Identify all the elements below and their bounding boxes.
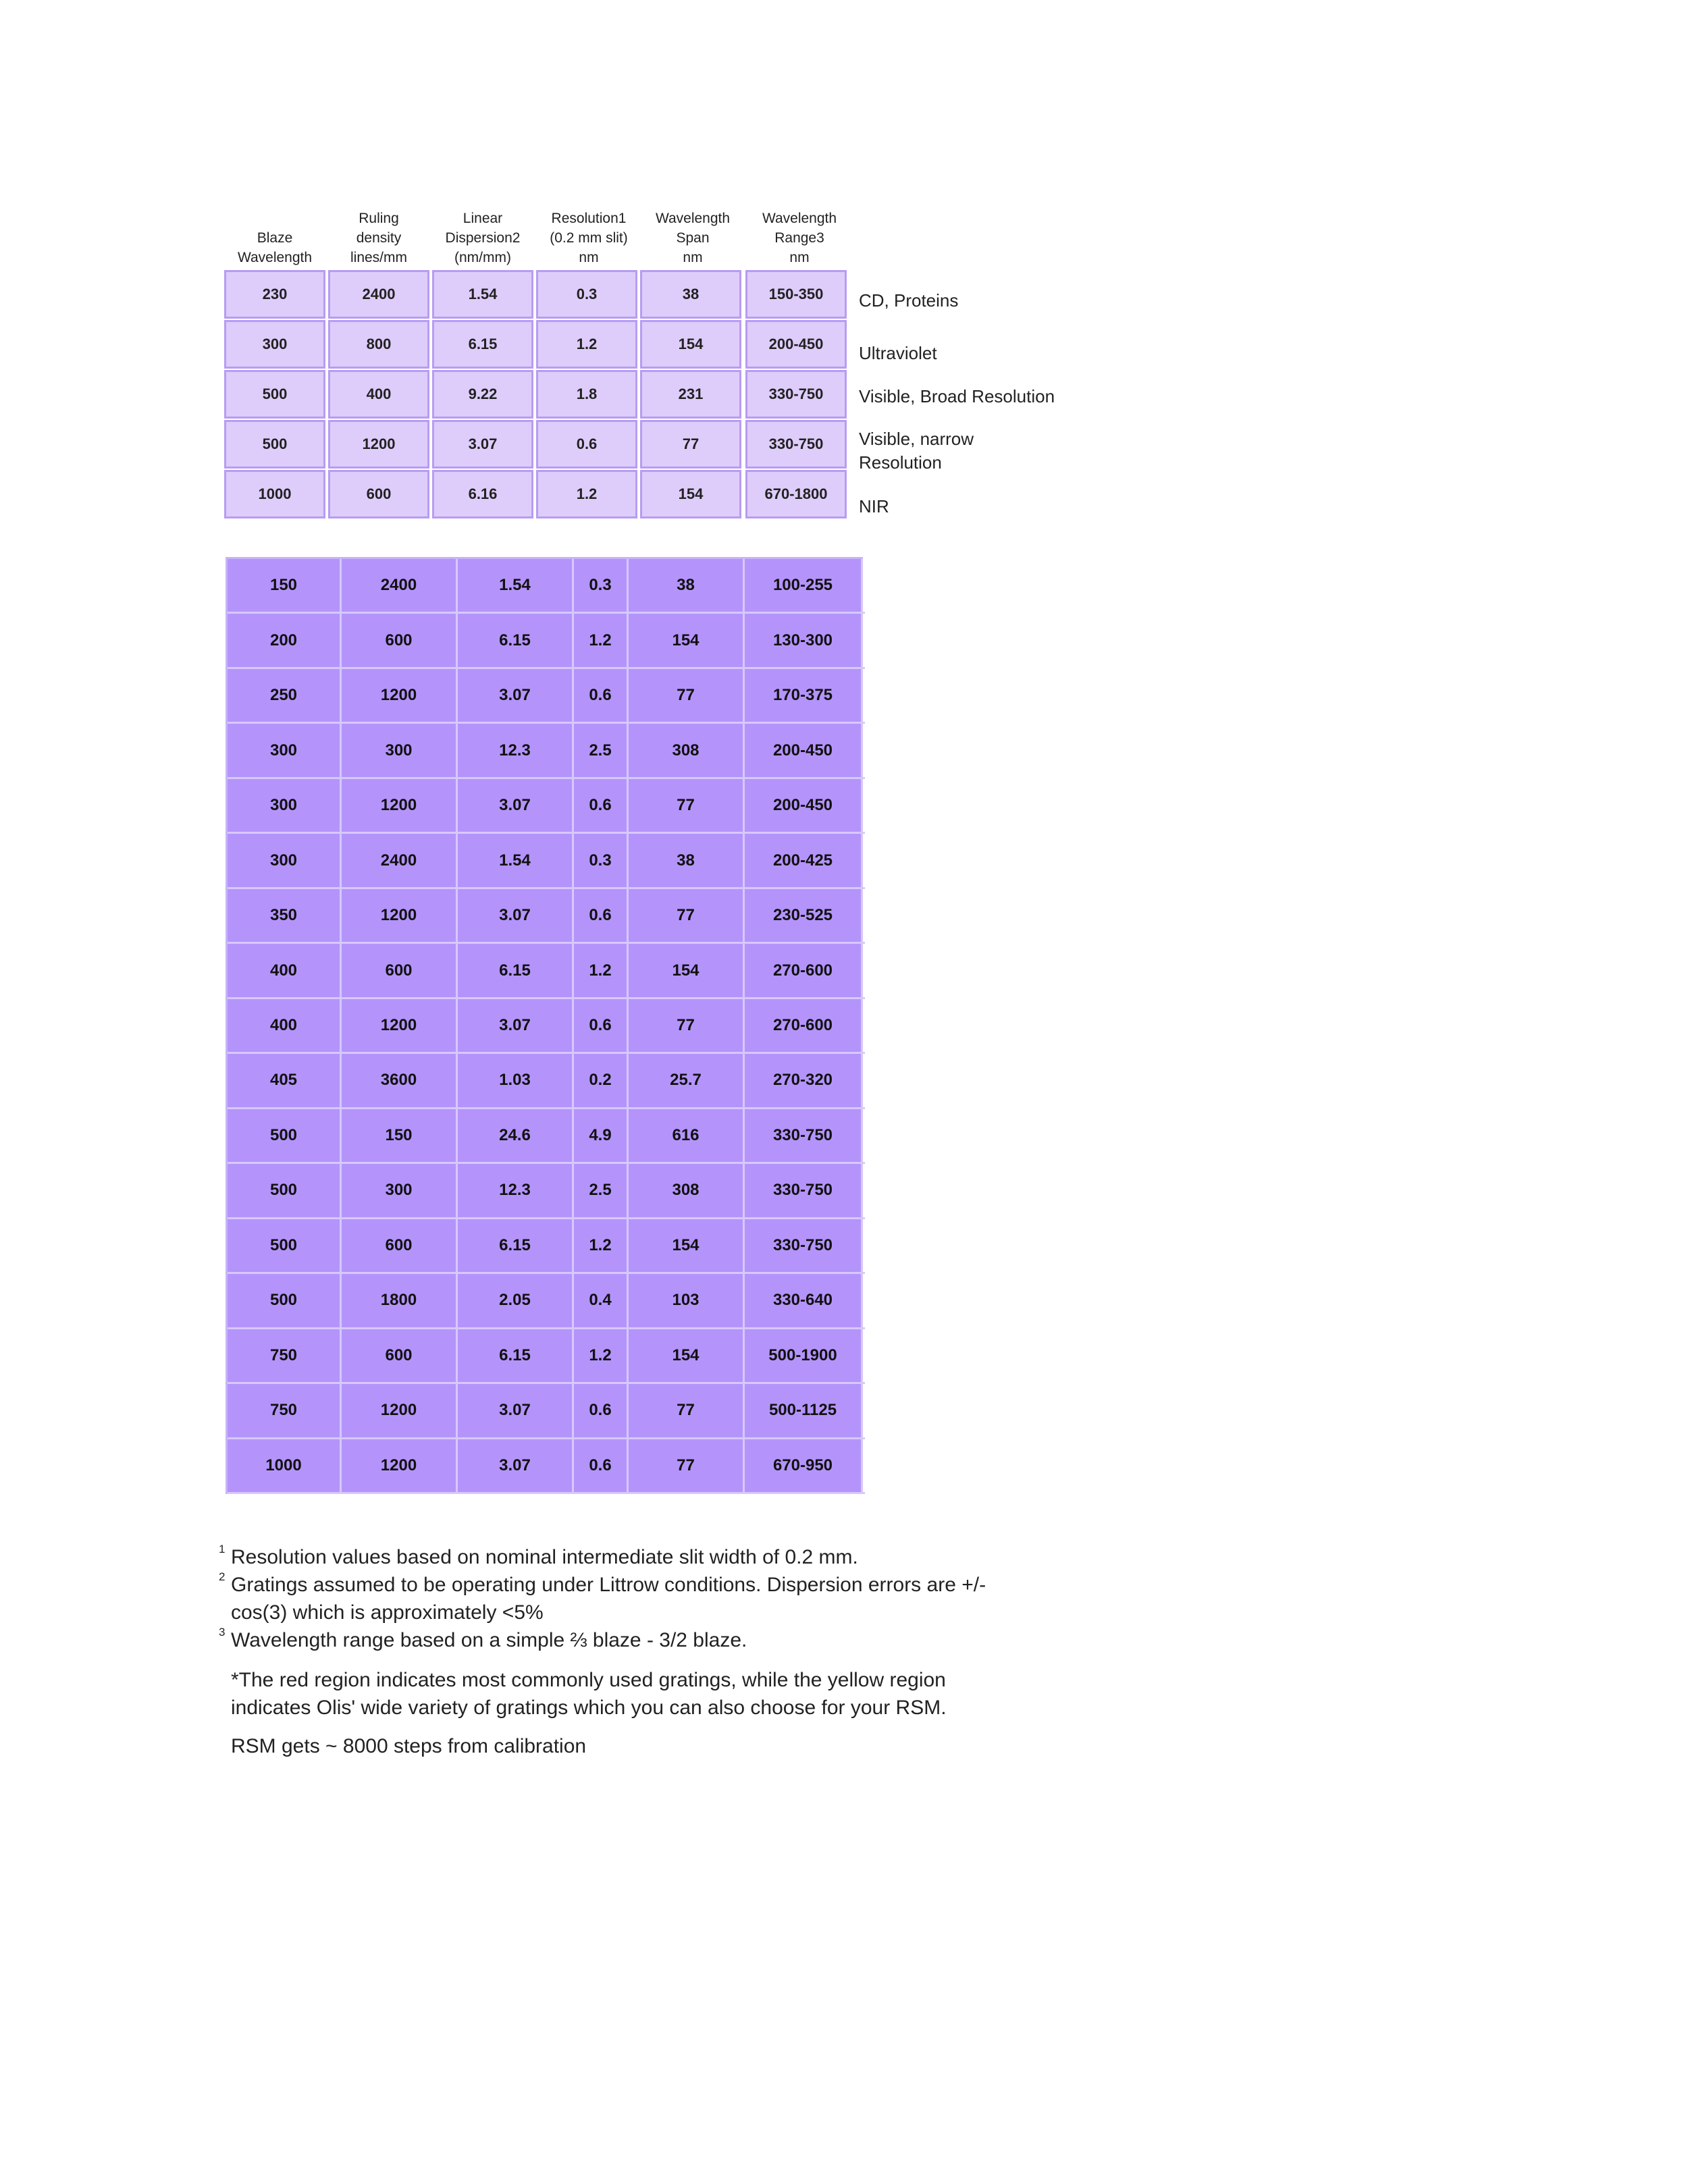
cell-dispersion: 3.07 [458, 1384, 574, 1437]
cell-range: 270-600 [745, 944, 863, 996]
cell-blaze: 300 [224, 320, 325, 369]
cell-blaze: 500 [224, 420, 325, 469]
table-row [228, 1219, 865, 1274]
table-row [228, 889, 865, 944]
cell-ruling: 300 [342, 1164, 458, 1217]
row-description: Ultraviolet [859, 343, 937, 363]
footnote: 3 Wavelength range based on a simple ⅔ blaze - 3/2 blaze. [219, 1626, 747, 1651]
cell-ruling: 3600 [342, 1054, 458, 1107]
cell-ruling: 300 [342, 724, 458, 776]
cell-range: 200-450 [745, 779, 863, 832]
cell-span: 38 [629, 834, 745, 886]
cell-span: 25.7 [629, 1054, 745, 1107]
cell-resolution: 2.5 [574, 724, 629, 776]
table-row [228, 834, 865, 888]
cell-resolution: 1.8 [536, 370, 637, 419]
cell-dispersion: 6.15 [458, 1219, 574, 1272]
cell-ruling: 600 [328, 470, 429, 518]
cell-ruling: 600 [342, 1219, 458, 1272]
cell-blaze: 500 [228, 1219, 342, 1272]
table-row [224, 420, 859, 469]
cell-resolution: 1.2 [574, 944, 629, 996]
cell-dispersion: 1.03 [458, 1054, 574, 1107]
cell-range: 330-750 [745, 370, 847, 419]
cell-blaze: 500 [228, 1109, 342, 1162]
table-row [228, 944, 865, 998]
table-row [228, 1329, 865, 1384]
cell-ruling: 1200 [342, 1384, 458, 1437]
cell-blaze: 200 [228, 614, 342, 666]
table-row [224, 270, 859, 319]
cell-range: 130-300 [745, 614, 863, 666]
notes-section [215, 1543, 998, 1760]
header-wavelength-span: Wavelength Span nm [655, 211, 731, 265]
cell-dispersion: 6.15 [458, 944, 574, 996]
table-row [228, 1054, 865, 1109]
table-row [224, 320, 859, 369]
cell-dispersion: 1.54 [432, 270, 533, 319]
cell-span: 77 [629, 779, 745, 832]
cell-range: 330-750 [745, 420, 847, 469]
cell-resolution: 0.2 [574, 1054, 629, 1107]
cell-span: 77 [629, 889, 745, 942]
cell-resolution: 0.6 [574, 1384, 629, 1437]
cell-ruling: 600 [342, 944, 458, 996]
cell-span: 103 [629, 1274, 745, 1327]
cell-range: 500-1125 [745, 1384, 863, 1437]
cell-dispersion: 9.22 [432, 370, 533, 419]
cell-blaze: 300 [228, 834, 342, 886]
cell-ruling: 600 [342, 1329, 458, 1382]
cell-span: 154 [640, 470, 741, 518]
cell-range: 330-750 [745, 1109, 863, 1162]
cell-span: 308 [629, 724, 745, 776]
cell-dispersion: 1.54 [458, 559, 574, 612]
table-row [228, 999, 865, 1054]
cell-range: 200-425 [745, 834, 863, 886]
row-description: Visible, narrow Resolution [859, 429, 974, 473]
cell-span: 77 [629, 1384, 745, 1437]
cell-resolution: 2.5 [574, 1164, 629, 1217]
cell-range: 670-950 [745, 1439, 863, 1492]
cell-resolution: 0.6 [574, 779, 629, 832]
calibration-note: RSM gets ~ 8000 steps from calibration [231, 1735, 587, 1757]
cell-ruling: 1200 [342, 889, 458, 942]
cell-span: 77 [640, 420, 741, 469]
table-row [228, 669, 865, 724]
cell-blaze: 1000 [224, 470, 325, 518]
cell-dispersion: 3.07 [432, 420, 533, 469]
cell-resolution: 0.6 [536, 420, 637, 469]
cell-range: 150-350 [745, 270, 847, 319]
cell-ruling: 1800 [342, 1274, 458, 1327]
cell-resolution: 1.2 [536, 320, 637, 369]
cell-ruling: 1200 [342, 1439, 458, 1492]
cell-range: 330-640 [745, 1274, 863, 1327]
cell-blaze: 1000 [228, 1439, 342, 1492]
header-linear-dispersion: Linear Dispersion2 (nm/mm) [445, 211, 521, 265]
cell-dispersion: 3.07 [458, 669, 574, 722]
cell-span: 38 [640, 270, 741, 319]
cell-dispersion: 3.07 [458, 889, 574, 942]
cell-resolution: 4.9 [574, 1109, 629, 1162]
cell-blaze: 400 [228, 944, 342, 996]
cell-dispersion: 3.07 [458, 1439, 574, 1492]
cell-blaze: 500 [228, 1164, 342, 1217]
cell-ruling: 1200 [342, 999, 458, 1052]
footnote: 2 Gratings assumed to be operating under Littrow conditions. Dispersion errors are +/- cos(3) which is approximately <5% [219, 1570, 986, 1624]
cell-span: 77 [629, 669, 745, 722]
cell-blaze: 400 [228, 999, 342, 1052]
table-row [228, 559, 865, 614]
cell-blaze: 500 [224, 370, 325, 419]
cell-range: 100-255 [745, 559, 863, 612]
row-description: Visible, Broad Resolution [859, 386, 1055, 406]
cell-dispersion: 3.07 [458, 779, 574, 832]
table-row [224, 470, 859, 518]
cell-resolution: 1.2 [574, 1219, 629, 1272]
cell-blaze: 230 [224, 270, 325, 319]
cell-span: 77 [629, 999, 745, 1052]
cell-dispersion: 6.16 [432, 470, 533, 518]
cell-ruling: 2400 [328, 270, 429, 319]
cell-dispersion: 24.6 [458, 1109, 574, 1162]
cell-blaze: 250 [228, 669, 342, 722]
cell-dispersion: 1.54 [458, 834, 574, 886]
table-row [228, 1164, 865, 1219]
cell-resolution: 0.4 [574, 1274, 629, 1327]
cell-blaze: 750 [228, 1384, 342, 1437]
cell-span: 308 [629, 1164, 745, 1217]
cell-range: 170-375 [745, 669, 863, 722]
cell-dispersion: 12.3 [458, 724, 574, 776]
cell-span: 616 [629, 1109, 745, 1162]
cell-ruling: 1200 [342, 669, 458, 722]
cell-ruling: 2400 [342, 834, 458, 886]
table-row [228, 1109, 865, 1164]
color-note: *The red region indicates most commonly used gratings, while the yellow region indicates Olis' wide variety of gratings which you can also choose for your RSM. [231, 1669, 947, 1719]
cell-ruling: 150 [342, 1109, 458, 1162]
cell-ruling: 400 [328, 370, 429, 419]
cell-blaze: 150 [228, 559, 342, 612]
cell-dispersion: 6.15 [432, 320, 533, 369]
cell-blaze: 300 [228, 779, 342, 832]
header-ruling-density: Ruling density lines/mm [350, 211, 407, 265]
cell-blaze: 350 [228, 889, 342, 942]
cell-ruling: 600 [342, 614, 458, 666]
cell-blaze: 405 [228, 1054, 342, 1107]
cell-resolution: 0.6 [574, 999, 629, 1052]
cell-range: 500-1900 [745, 1329, 863, 1382]
table-row [228, 724, 865, 778]
cell-span: 38 [629, 559, 745, 612]
header-wavelength-range: Wavelength Range3 nm [762, 211, 837, 265]
cell-ruling: 2400 [342, 559, 458, 612]
table-row [228, 779, 865, 834]
cell-ruling: 1200 [328, 420, 429, 469]
cell-resolution: 0.6 [574, 669, 629, 722]
cell-range: 200-450 [745, 320, 847, 369]
cell-blaze: 750 [228, 1329, 342, 1382]
cell-blaze: 300 [228, 724, 342, 776]
cell-dispersion: 6.15 [458, 614, 574, 666]
cell-span: 154 [629, 944, 745, 996]
header-resolution: Resolution1 (0.2 mm slit) nm [550, 211, 628, 265]
footnote: 1 Resolution values based on nominal intermediate slit width of 0.2 mm. [219, 1543, 858, 1568]
cell-ruling: 800 [328, 320, 429, 369]
cell-range: 270-600 [745, 999, 863, 1052]
cell-span: 154 [640, 320, 741, 369]
table-row [228, 1274, 865, 1329]
row-description: CD, Proteins [859, 290, 959, 311]
cell-resolution: 1.2 [574, 614, 629, 666]
other-gratings-table [226, 557, 863, 1494]
cell-range: 670-1800 [745, 470, 847, 518]
cell-range: 330-750 [745, 1164, 863, 1217]
table-row [224, 370, 859, 419]
cell-range: 330-750 [745, 1219, 863, 1272]
cell-range: 270-320 [745, 1054, 863, 1107]
cell-dispersion: 12.3 [458, 1164, 574, 1217]
table-row [228, 1384, 865, 1439]
cell-resolution: 1.2 [574, 1329, 629, 1382]
cell-resolution: 1.2 [536, 470, 637, 518]
cell-span: 154 [629, 1219, 745, 1272]
cell-span: 231 [640, 370, 741, 419]
cell-ruling: 1200 [342, 779, 458, 832]
cell-resolution: 0.6 [574, 889, 629, 942]
cell-range: 200-450 [745, 724, 863, 776]
cell-dispersion: 2.05 [458, 1274, 574, 1327]
cell-resolution: 0.3 [536, 270, 637, 319]
cell-dispersion: 6.15 [458, 1329, 574, 1382]
cell-resolution: 0.6 [574, 1439, 629, 1492]
table-header [224, 208, 859, 267]
row-description: NIR [859, 496, 889, 516]
cell-blaze: 500 [228, 1274, 342, 1327]
cell-dispersion: 3.07 [458, 999, 574, 1052]
cell-resolution: 0.3 [574, 559, 629, 612]
cell-resolution: 0.3 [574, 834, 629, 886]
cell-range: 230-525 [745, 889, 863, 942]
cell-span: 154 [629, 614, 745, 666]
table-row [228, 614, 865, 668]
header-blaze-wavelength: Blaze Wavelength [237, 230, 313, 265]
table-row [228, 1439, 865, 1494]
cell-span: 154 [629, 1329, 745, 1382]
cell-span: 77 [629, 1439, 745, 1492]
